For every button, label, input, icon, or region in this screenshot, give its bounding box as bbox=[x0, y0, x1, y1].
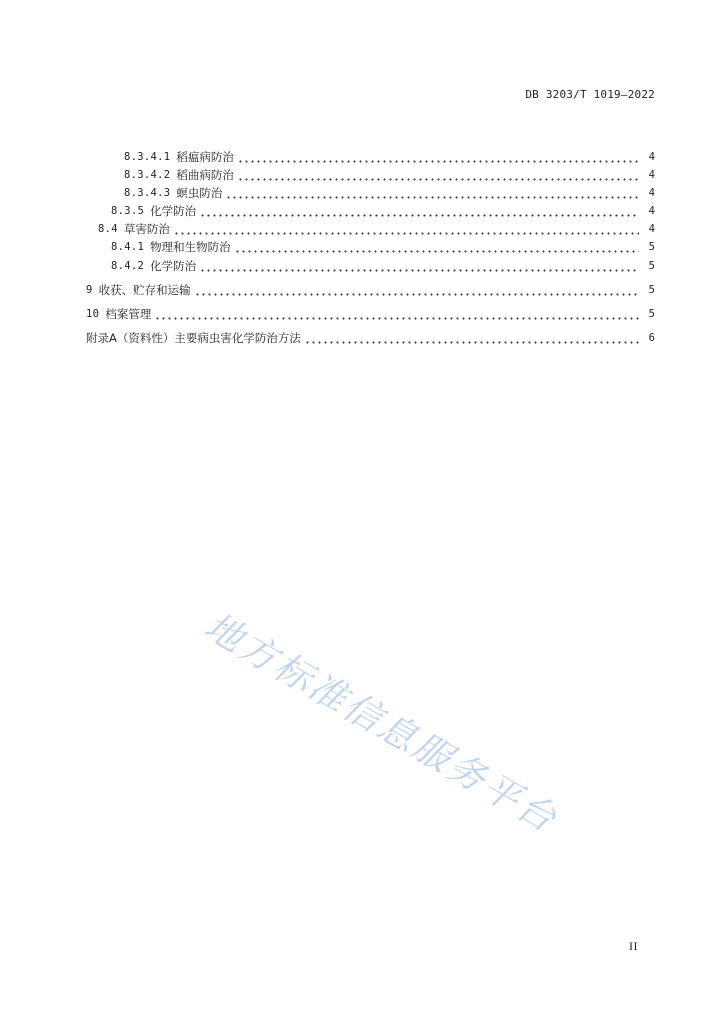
dot-leader bbox=[236, 240, 639, 254]
toc-entry-number: 8.4.1 bbox=[111, 241, 145, 253]
toc-entry-title: 附录A（资料性）主要病虫害化学防治方法 bbox=[86, 331, 301, 345]
toc-entry[interactable] bbox=[98, 222, 655, 236]
toc-entry-page: 4 bbox=[648, 205, 655, 217]
toc-entry-title: 稻瘟病防治 bbox=[176, 150, 234, 164]
dot-leader bbox=[175, 222, 639, 236]
dot-leader bbox=[239, 168, 639, 182]
toc-entry-title: 收获、贮存和运输 bbox=[98, 283, 191, 297]
toc-entry-number: 8.4 bbox=[98, 223, 118, 235]
dot-leader bbox=[201, 204, 639, 218]
toc-entry-page: 5 bbox=[648, 241, 655, 253]
toc-entry-title: 化学防治 bbox=[150, 204, 197, 218]
dot-leader bbox=[201, 259, 639, 273]
toc-entry-title: 稻曲病防治 bbox=[176, 168, 234, 182]
dot-leader bbox=[239, 150, 639, 164]
toc-entry[interactable] bbox=[124, 168, 655, 182]
page-number: II bbox=[629, 939, 638, 953]
toc-entry[interactable] bbox=[124, 186, 655, 200]
document-code-header: DB 3203/T 1019—2022 bbox=[525, 88, 655, 101]
toc-entry-number: 8.3.4.3 bbox=[124, 187, 171, 199]
toc-entry-number: 8.3.5 bbox=[111, 205, 145, 217]
toc-entry-number: 8.3.4.1 bbox=[124, 151, 171, 163]
toc-entry-number: 10 bbox=[86, 308, 100, 320]
toc-entry-page: 6 bbox=[648, 332, 655, 344]
toc-entry-page: 4 bbox=[648, 223, 655, 235]
toc-entry-page: 5 bbox=[648, 260, 655, 272]
dot-leader bbox=[306, 331, 639, 345]
toc-entry-page: 4 bbox=[648, 169, 655, 181]
toc-entry-title: 螟虫防治 bbox=[176, 186, 223, 200]
toc-entry-number: 8.4.2 bbox=[111, 260, 145, 272]
toc-entry-title: 物理和生物防治 bbox=[150, 240, 231, 254]
toc-entry-number: 9 bbox=[86, 284, 93, 296]
watermark-text: 地方标准信息服务平台 bbox=[197, 604, 566, 842]
toc-entry-title: 草害防治 bbox=[123, 222, 170, 236]
toc-entry[interactable] bbox=[86, 307, 655, 321]
dot-leader bbox=[156, 307, 639, 321]
toc-entry[interactable] bbox=[111, 240, 655, 254]
toc-entry[interactable] bbox=[86, 283, 655, 297]
toc-entry-page: 5 bbox=[648, 284, 655, 296]
toc-entry-number: 8.3.4.2 bbox=[124, 169, 171, 181]
toc-entry-appendix[interactable] bbox=[86, 331, 655, 345]
toc-entry-title: 档案管理 bbox=[105, 307, 152, 321]
toc-entry[interactable] bbox=[111, 204, 655, 218]
toc-entry[interactable] bbox=[124, 150, 655, 164]
toc-entry-page: 4 bbox=[648, 151, 655, 163]
toc-entry-page: 5 bbox=[648, 308, 655, 320]
toc-entry-page: 4 bbox=[648, 187, 655, 199]
dot-leader bbox=[196, 283, 639, 297]
toc-entry-title: 化学防治 bbox=[150, 259, 197, 273]
dot-leader bbox=[227, 186, 639, 200]
toc-entry[interactable] bbox=[111, 259, 655, 273]
